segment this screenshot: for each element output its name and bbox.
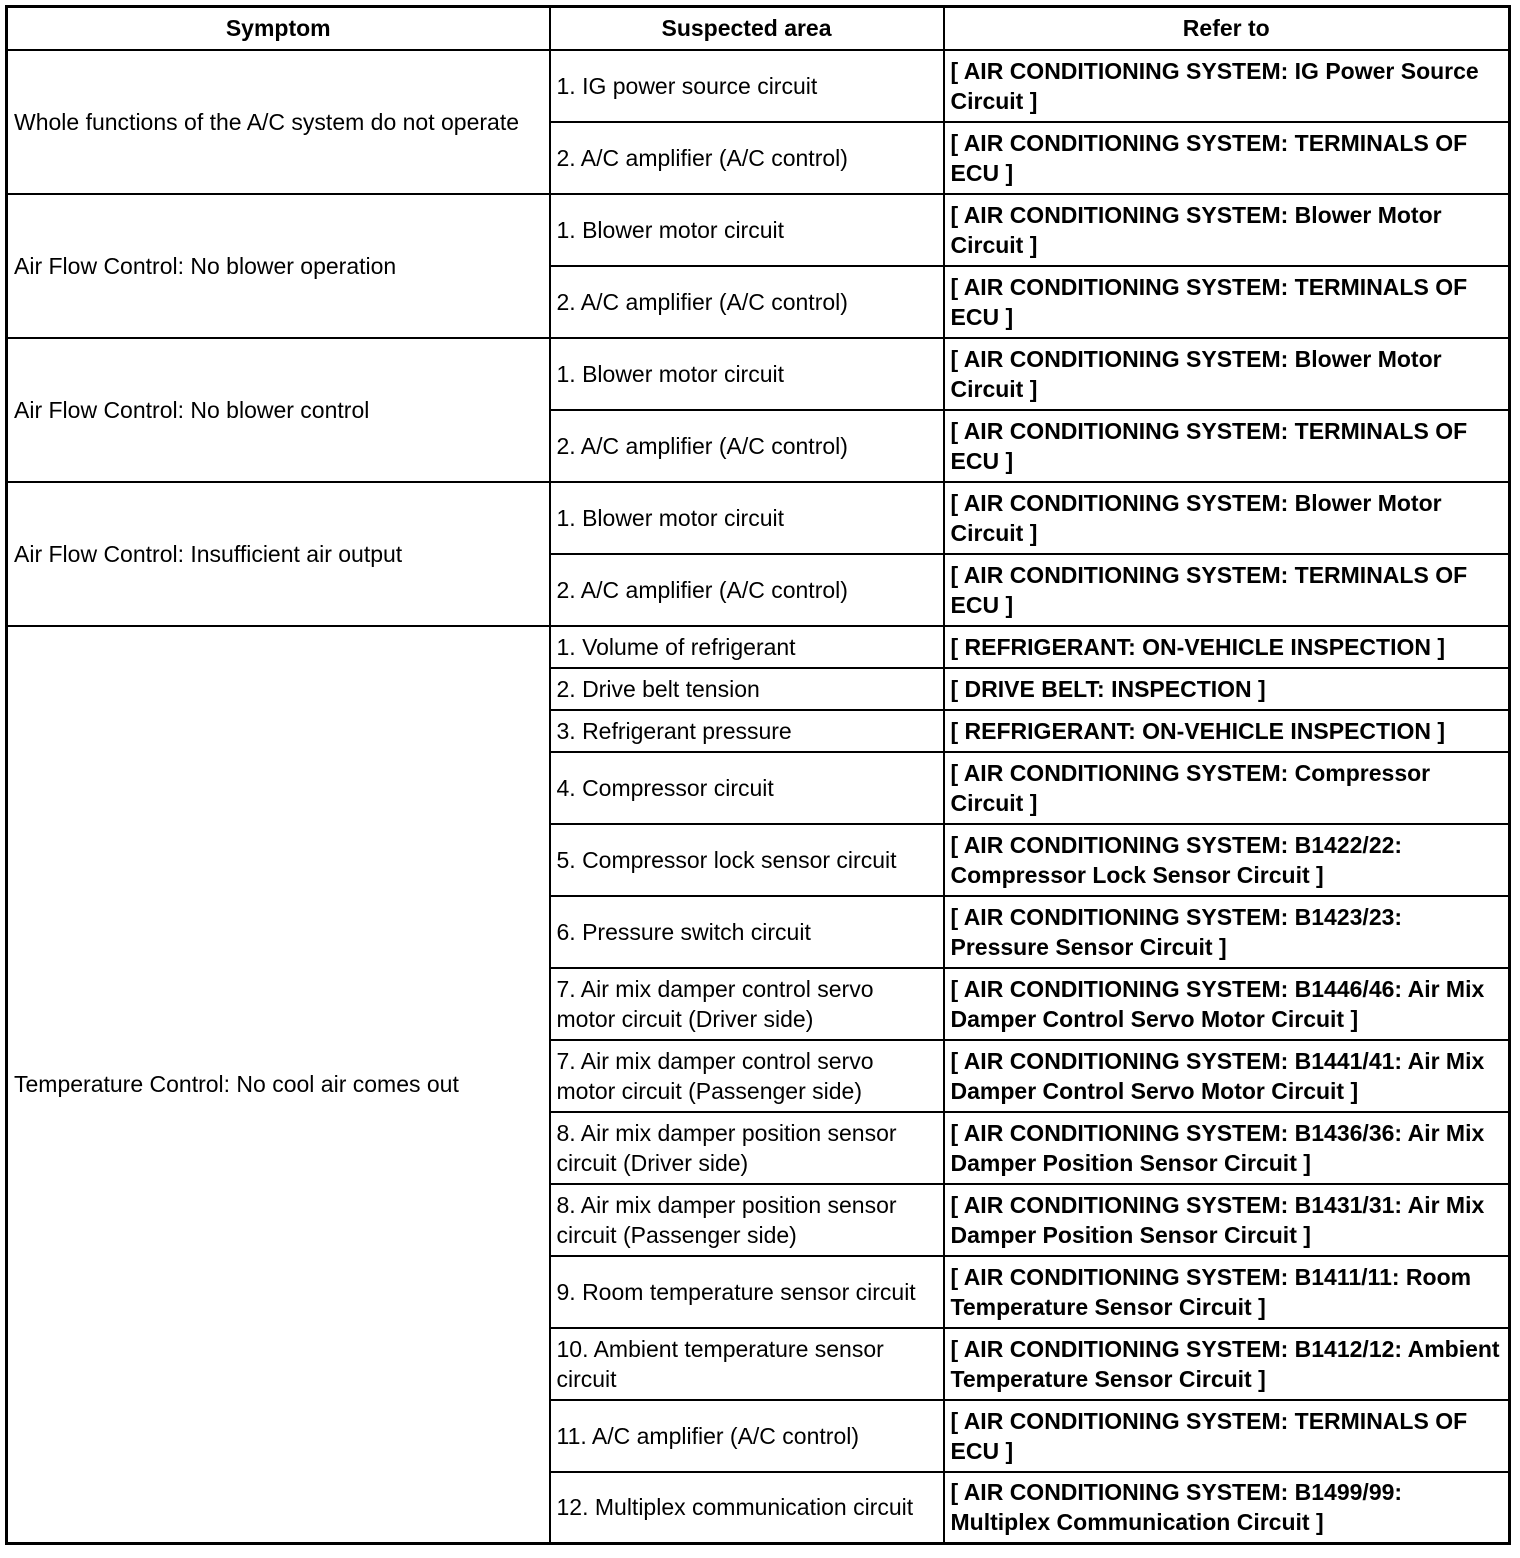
refer-to-link[interactable]: [ AIR CONDITIONING SYSTEM: B1436/36: Air Mix Damper Position Sensor Circuit ]	[944, 1112, 1510, 1184]
header-suspected-area: Suspected area	[550, 7, 944, 50]
refer-to-link[interactable]: [ AIR CONDITIONING SYSTEM: TERMINALS OF ECU ]	[944, 1400, 1510, 1472]
refer-to-link[interactable]: [ AIR CONDITIONING SYSTEM: B1499/99: Multiplex Communication Circuit ]	[944, 1472, 1510, 1544]
suspected-area-cell: 2. Drive belt tension	[550, 668, 944, 710]
refer-to-link[interactable]: [ DRIVE BELT: INSPECTION ]	[944, 668, 1510, 710]
suspected-area-cell: 4. Compressor circuit	[550, 752, 944, 824]
refer-to-link[interactable]: [ AIR CONDITIONING SYSTEM: B1446/46: Air Mix Damper Control Servo Motor Circuit ]	[944, 968, 1510, 1040]
refer-to-link[interactable]: [ AIR CONDITIONING SYSTEM: Blower Motor Circuit ]	[944, 338, 1510, 410]
symptom-cell: Air Flow Control: No blower control	[7, 338, 550, 482]
refer-to-link[interactable]: [ AIR CONDITIONING SYSTEM: B1423/23: Pressure Sensor Circuit ]	[944, 896, 1510, 968]
symptom-cell: Air Flow Control: No blower operation	[7, 194, 550, 338]
header-symptom: Symptom	[7, 7, 550, 50]
refer-to-link[interactable]: [ AIR CONDITIONING SYSTEM: Blower Motor Circuit ]	[944, 194, 1510, 266]
symptom-cell: Air Flow Control: Insufficient air output	[7, 482, 550, 626]
suspected-area-cell: 8. Air mix damper position sensor circuit (Passenger side)	[550, 1184, 944, 1256]
refer-to-link[interactable]: [ AIR CONDITIONING SYSTEM: TERMINALS OF ECU ]	[944, 122, 1510, 194]
header-refer-to: Refer to	[944, 7, 1510, 50]
refer-to-link[interactable]: [ AIR CONDITIONING SYSTEM: Compressor Circuit ]	[944, 752, 1510, 824]
table-header-row	[7, 7, 1510, 50]
symptom-cell: Temperature Control: No cool air comes out	[7, 626, 550, 1544]
suspected-area-cell: 2. A/C amplifier (A/C control)	[550, 554, 944, 626]
suspected-area-cell: 7. Air mix damper control servo motor circuit (Driver side)	[550, 968, 944, 1040]
refer-to-link[interactable]: [ REFRIGERANT: ON-VEHICLE INSPECTION ]	[944, 626, 1510, 668]
suspected-area-cell: 11. A/C amplifier (A/C control)	[550, 1400, 944, 1472]
refer-to-link[interactable]: [ AIR CONDITIONING SYSTEM: B1422/22: Compressor Lock Sensor Circuit ]	[944, 824, 1510, 896]
suspected-area-cell: 1. IG power source circuit	[550, 50, 944, 122]
suspected-area-cell: 1. Volume of refrigerant	[550, 626, 944, 668]
table-row	[7, 50, 1510, 122]
troubleshooting-table-container	[5, 5, 1508, 1545]
suspected-area-cell: 10. Ambient temperature sensor circuit	[550, 1328, 944, 1400]
table-row	[7, 626, 1510, 668]
suspected-area-cell: 1. Blower motor circuit	[550, 194, 944, 266]
suspected-area-cell: 12. Multiplex communication circuit	[550, 1472, 944, 1544]
table-body	[7, 50, 1510, 1544]
suspected-area-cell: 6. Pressure switch circuit	[550, 896, 944, 968]
suspected-area-cell: 9. Room temperature sensor circuit	[550, 1256, 944, 1328]
suspected-area-cell: 5. Compressor lock sensor circuit	[550, 824, 944, 896]
table-row	[7, 482, 1510, 554]
table-row	[7, 338, 1510, 410]
refer-to-link[interactable]: [ AIR CONDITIONING SYSTEM: IG Power Source Circuit ]	[944, 50, 1510, 122]
problem-symptoms-table	[5, 5, 1511, 1545]
refer-to-link[interactable]: [ AIR CONDITIONING SYSTEM: TERMINALS OF ECU ]	[944, 266, 1510, 338]
suspected-area-cell: 1. Blower motor circuit	[550, 338, 944, 410]
suspected-area-cell: 1. Blower motor circuit	[550, 482, 944, 554]
refer-to-link[interactable]: [ AIR CONDITIONING SYSTEM: TERMINALS OF ECU ]	[944, 554, 1510, 626]
refer-to-link[interactable]: [ AIR CONDITIONING SYSTEM: B1431/31: Air Mix Damper Position Sensor Circuit ]	[944, 1184, 1510, 1256]
refer-to-link[interactable]: [ AIR CONDITIONING SYSTEM: B1411/11: Room Temperature Sensor Circuit ]	[944, 1256, 1510, 1328]
refer-to-link[interactable]: [ AIR CONDITIONING SYSTEM: B1441/41: Air Mix Damper Control Servo Motor Circuit ]	[944, 1040, 1510, 1112]
table-row	[7, 194, 1510, 266]
suspected-area-cell: 2. A/C amplifier (A/C control)	[550, 266, 944, 338]
suspected-area-cell: 8. Air mix damper position sensor circuit (Driver side)	[550, 1112, 944, 1184]
suspected-area-cell: 2. A/C amplifier (A/C control)	[550, 122, 944, 194]
suspected-area-cell: 7. Air mix damper control servo motor circuit (Passenger side)	[550, 1040, 944, 1112]
refer-to-link[interactable]: [ AIR CONDITIONING SYSTEM: Blower Motor Circuit ]	[944, 482, 1510, 554]
refer-to-link[interactable]: [ REFRIGERANT: ON-VEHICLE INSPECTION ]	[944, 710, 1510, 752]
suspected-area-cell: 2. A/C amplifier (A/C control)	[550, 410, 944, 482]
suspected-area-cell: 3. Refrigerant pressure	[550, 710, 944, 752]
symptom-cell: Whole functions of the A/C system do not operate	[7, 50, 550, 194]
refer-to-link[interactable]: [ AIR CONDITIONING SYSTEM: B1412/12: Ambient Temperature Sensor Circuit ]	[944, 1328, 1510, 1400]
refer-to-link[interactable]: [ AIR CONDITIONING SYSTEM: TERMINALS OF ECU ]	[944, 410, 1510, 482]
